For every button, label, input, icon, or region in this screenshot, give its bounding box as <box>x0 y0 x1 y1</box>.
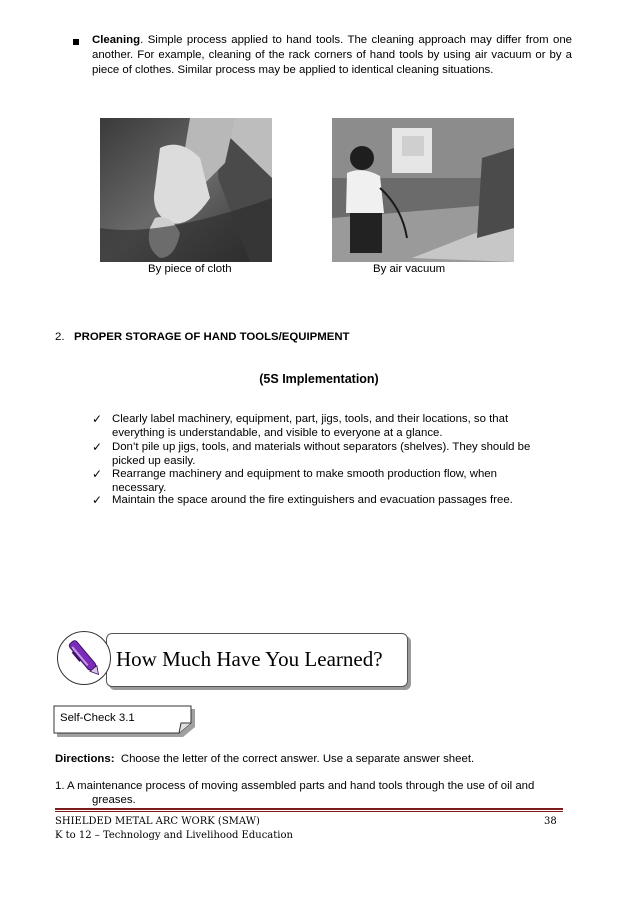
footer-program: K to 12 – Technology and Livelihood Education <box>55 830 293 841</box>
cleaning-text: . Simple process applied to hand tools. The cleaning approach may differ from one another. For example, cleaning of the rack corners of hand tools by using air vacuum or by a piece of clothes. Similar process may be applied to identical cleaning situations. <box>92 34 572 76</box>
list-item: Maintain the space around the fire extinguishers and evacuation passages free. <box>112 494 513 506</box>
section-subtitle: (5S Implementation) <box>259 372 379 386</box>
self-check-tab <box>53 705 191 733</box>
directions-text: Choose the letter of the correct answer. Use a separate answer sheet. <box>120 753 475 765</box>
checkmark-icon: ✓ <box>92 412 103 426</box>
cleaning-term: Cleaning <box>92 34 141 46</box>
banner-title: How Much Have You Learned? <box>116 647 383 671</box>
checkmark-icon: ✓ <box>92 440 103 454</box>
footer-rule <box>55 808 563 810</box>
bullet-square-icon <box>73 39 79 45</box>
pen-icon <box>58 632 110 684</box>
self-check-label: Self-Check 3.1 <box>60 712 135 724</box>
left-photo-caption: By piece of cloth <box>148 263 232 275</box>
checkmark-icon: ✓ <box>92 493 103 507</box>
directions <box>55 752 474 767</box>
list-item: Rearrange machinery and equipment to make smooth production flow, when necessary. <box>112 468 497 494</box>
section-title: PROPER STORAGE OF HAND TOOLS/EQUIPMENT <box>74 331 350 343</box>
list-item: Clearly label machinery, equipment, part, jigs, tools, and their locations, so that everything is understandable, and visible to everyone at a glance. <box>112 413 509 439</box>
question-1: 1. A maintenance process of moving assembled parts and hand tools through the use of oil and <box>55 780 535 792</box>
right-photo-caption: By air vacuum <box>373 263 446 275</box>
list-item: Don’t pile up jigs, tools, and materials without separators (shelves). They should be picked up easily. <box>112 441 531 467</box>
footer-rule-thin <box>55 811 563 812</box>
cleaning-paragraph <box>92 33 572 78</box>
footer-course: SHIELDED METAL ARC WORK (SMAW) <box>55 816 260 827</box>
pen-icon-circle <box>57 631 111 685</box>
checkmark-icon: ✓ <box>92 467 103 481</box>
cloth-cleaning-photo <box>100 118 272 262</box>
section-number: 2. <box>55 331 65 343</box>
directions-label: Directions: <box>55 753 115 765</box>
question-1-continuation: greases. <box>92 794 136 806</box>
air-vacuum-photo <box>332 118 514 262</box>
learned-banner <box>106 633 408 687</box>
page-number: 38 <box>544 816 557 827</box>
